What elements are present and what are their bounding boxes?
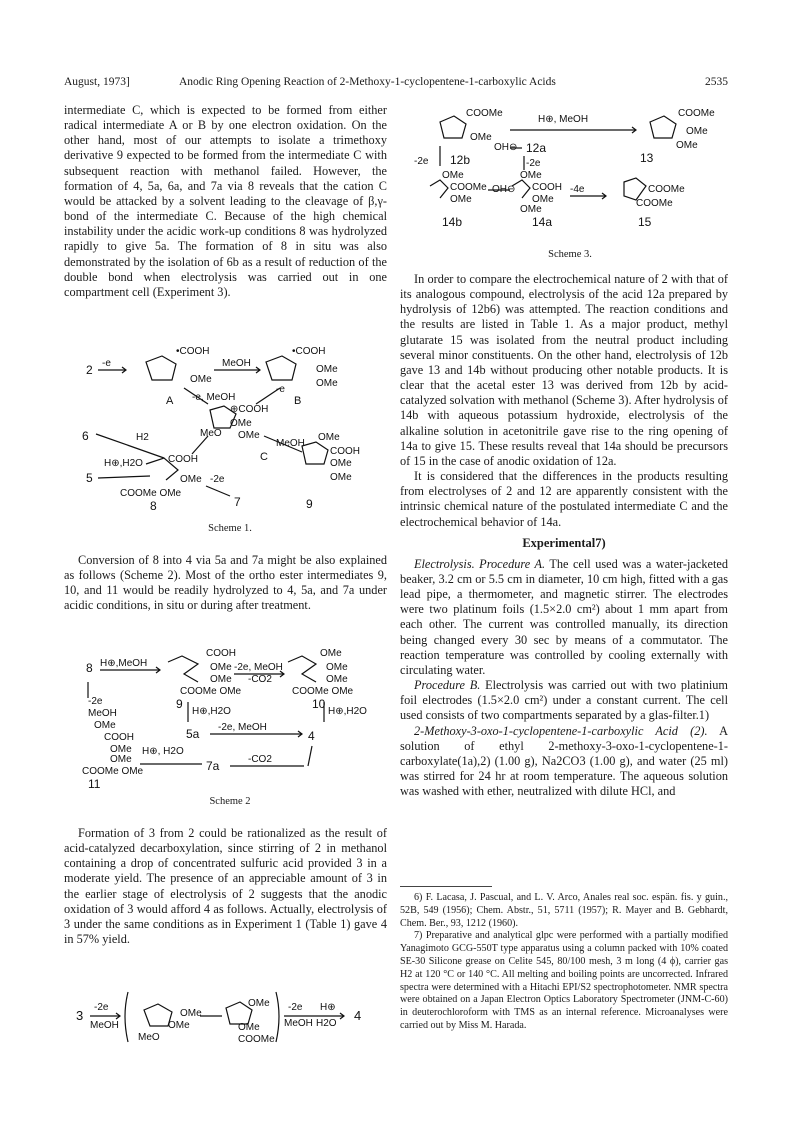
s2-label-co2-7a: -CO2 xyxy=(248,754,272,765)
left-paragraph-1: intermediate C, which is expected to be formed from either radical intermediate A or B by one electron oxidation. On the other hand, most of our attempts to isolate a trimethoxy derivative 9 expected to be formed from the intermediate C with subsequent reaction with methanol failed. However, the formation of 4, 5a, 6a, and 7a via 8 reveals that the cation C would be attacked by a solvent leading to the cleavage of β,γ-bond of the intermediate C. Because of the high chemical instability under the acidic work-up conditions 8 was hydrolyzed rapidly to give 5a. The formation of 8 in situ was also demonstrated by the isolation of 6b as a result of reduction of the double bond when electrolysis was carried out in one compartment cell (Experiment 3). xyxy=(64,103,387,299)
s3-label-ome-14a: OMe xyxy=(520,170,542,181)
compound-2-label: 2-Methoxy-3-oxo-1-cyclopentene-1-carboxylic Acid (2). xyxy=(414,723,708,738)
b-label-h2o: H2O xyxy=(316,1018,337,1029)
s2-label-coome-ome: COOMe OMe xyxy=(180,686,242,697)
procedure-b-label: Procedure B. xyxy=(414,678,481,693)
left-column-bottom xyxy=(64,826,387,947)
s2-label-ome-a: OMe xyxy=(210,662,232,673)
s2-label-ome-10b: OMe xyxy=(326,662,348,673)
s2-label-ome-10a: OMe xyxy=(320,648,342,659)
s2-label-ome-b: OMe xyxy=(210,674,232,685)
header-title: Anodic Ring Opening Reaction of 2-Methoxy-1-cyclopentene-1-carboxylic Acids xyxy=(179,76,556,88)
s1-label-h-h2o: H⊕,H2O xyxy=(104,458,143,469)
s1-label-6: 6 xyxy=(82,429,89,443)
s2-label-ome-10c: OMe xyxy=(326,674,348,685)
s2-label-ome-11b: OMe xyxy=(110,744,132,755)
s1-label-ome-9c: OMe xyxy=(330,472,352,483)
footnotes xyxy=(400,892,728,1033)
s2-label-4: 4 xyxy=(308,729,315,743)
s3-chain-14b xyxy=(430,180,448,198)
s1-arrow-7 xyxy=(96,434,164,458)
scheme-3-to-4 xyxy=(72,986,372,1048)
s2-label-ome-11: OMe xyxy=(94,720,116,731)
s1-label-A: A xyxy=(166,395,174,407)
s2-label-10: 10 xyxy=(312,697,326,711)
procedure-a-text: The cell used was a water-jacketed beaker, 3.2 cm or 5.5 cm in diameter, 10 cm high, fitted with a gas lead pipe, a thermometer, and magnetic stirrer. The electrodes were two platinum foils (1.5×2.0 cm²) about 1 mm apart from each other. The current was controlled manually, its direction being changed every 30 sec by means of a commutator. The reaction temperature was controlled by cooling externally with circulating water. xyxy=(400,556,728,677)
s3-label-14b: 14b xyxy=(442,215,463,229)
left-column-middle xyxy=(64,553,387,614)
s3-label-oh: OH⊖ xyxy=(494,142,518,153)
s2-label-h-h2o-11: H⊕, H2O xyxy=(142,746,184,757)
b-label-coome: COOMe xyxy=(238,1034,275,1045)
scheme-2-drawing xyxy=(80,642,380,792)
b-label-3: 3 xyxy=(76,1008,84,1023)
experimental-heading: Experimental7) xyxy=(522,535,606,550)
s1-label-ome-9b: OMe xyxy=(330,458,352,469)
b-label-minus-2e-2: -2e xyxy=(288,1002,303,1013)
s3-label-ome-14b: OMe xyxy=(442,170,464,181)
s2-label-h-h2o-10: H⊕,H2O xyxy=(328,706,367,717)
s1-label-e-meoh: -e, MeOH xyxy=(192,392,236,403)
s2-label-co2: -CO2 xyxy=(248,674,272,685)
page-number: 2535 xyxy=(705,76,728,88)
s2-label-cooh: COOH xyxy=(206,648,236,659)
s1-label-cooh-a: •COOH xyxy=(176,346,210,357)
s2-label-ome-11c: OMe xyxy=(110,754,132,765)
s2-label-h-meoh: H⊕,MeOH xyxy=(100,658,148,669)
s2-chain-10 xyxy=(288,656,316,682)
s2-label-5a: 5a xyxy=(186,727,200,741)
b-label-meo: MeO xyxy=(138,1032,160,1043)
s1-label-meoh-2: MeOH xyxy=(276,438,305,449)
s1-label-7: 7 xyxy=(234,495,241,509)
s2-label-meoh: MeOH xyxy=(88,708,117,719)
s1-arrow-8 xyxy=(98,476,150,478)
scheme-1-drawing xyxy=(80,340,380,512)
s3-label-minus-4e: -4e xyxy=(570,184,585,195)
s1-label-cooh-c: ⊕COOH xyxy=(230,404,269,415)
s1-label-ome-c2: OMe xyxy=(238,430,260,441)
s1-arrow-9 xyxy=(206,486,230,496)
s3-ring-12b xyxy=(440,116,466,138)
procedure-a-label: Electrolysis. Procedure A. xyxy=(414,556,546,571)
s2-arrow-9 xyxy=(308,746,312,766)
right-column-text xyxy=(400,272,728,799)
b-label-ome-4: OMe xyxy=(238,1022,260,1033)
scheme-3-to-4-drawing xyxy=(72,986,372,1048)
s1-label-8: 8 xyxy=(150,499,157,512)
scheme-3-caption: Scheme 3. xyxy=(548,249,592,260)
s1-label-e-b: -e xyxy=(276,384,285,395)
scheme-3-drawing xyxy=(410,100,728,230)
s2-label-h-h2o-9: H⊕,H2O xyxy=(192,706,231,717)
s1-label-9: 9 xyxy=(306,497,313,511)
compound-2-text: A solution of ethyl 2-methoxy-3-oxo-1-cyclopentene-1-carboxylate(1a),2) (1.00 g), Na2CO3 (1.00 g), and water (25 ml) was stirred for 24 hr at room temperature. The aqueous solution was washed with ether, neutralized with dilute HCl, and xyxy=(400,723,728,799)
s2-label-8: 8 xyxy=(86,661,93,675)
s2-label-9: 9 xyxy=(176,697,183,711)
s2-label-minus-2e: -2e xyxy=(88,696,103,707)
b-label-ome-2: OMe xyxy=(168,1020,190,1031)
s1-label-B: B xyxy=(294,395,302,407)
s1-ring-9 xyxy=(302,442,328,464)
left-column-top xyxy=(64,103,387,300)
s3-label-cooh-14a: COOH xyxy=(532,182,562,193)
s3-label-coome-15b: COOMe xyxy=(636,198,673,209)
s1-label-cooh-b: •COOH xyxy=(292,346,326,357)
s1-label-ome-b2: OMe xyxy=(316,378,338,389)
procedure-b-text: Electrolysis was carried out with two platinium foil electrodes (1.5×2.0 cm²) under a constant current. The cell used consists of two compartments separated by a glas-filter.1) xyxy=(400,678,728,723)
right-paragraph-2: It is considered that the differences in the products resulting from electrolyses of 2 and 12 are apparently consistent with the intrinsic chemical nature of the postulated intermediate C and the electrochemical behavior of 14a. xyxy=(400,469,728,529)
s1-ring-A xyxy=(146,356,176,380)
s3-ring-13 xyxy=(650,116,676,138)
s3-label-coome-15: COOMe xyxy=(648,184,685,195)
b-label-h: H⊕ xyxy=(320,1002,336,1013)
b-bracket-left xyxy=(125,992,128,1042)
s3-label-oh-2: OH⊖ xyxy=(492,184,516,195)
s1-arrow-4 xyxy=(256,388,280,404)
footnote-rule xyxy=(400,886,492,887)
s3-label-h-meoh: H⊕, MeOH xyxy=(538,114,589,125)
s1-label-cooh-8: COOH xyxy=(168,454,198,465)
s3-label-coome-12b: COOMe xyxy=(466,108,503,119)
s1-ring-B xyxy=(266,356,296,380)
s3-label-minus-2e: -2e xyxy=(414,156,429,167)
s2-label-2e-meoh: -2e, MeOH xyxy=(234,662,283,673)
s3-ring-15 xyxy=(624,178,646,200)
scheme-2-caption: Scheme 2 xyxy=(209,796,251,807)
s3-label-ome-14a3: OMe xyxy=(520,204,542,215)
s3-label-ome-14a2: OMe xyxy=(532,194,554,205)
right-paragraph-1: In order to compare the electrochemical nature of 2 with that of its analogous compound, electrolysis of the acid 12a prepared by hydrolysis of 12b6) was attempted. The reaction conditions and the results are listed in Table 1. As a major product, methyl glutarate 15 was isolated from the neutral product including several minor constituents. On the other hand, electrolysis of 12b gave 13 and 14b without producing other notable products. It is clear that the acetal ester 13 was derived from 12b by acid-catalyzed solvation with methanol (Scheme 3). After hydrolysis of 14b with aqueous potassium hydroxide, electrolysis of the alkaline solution in acetonitrile gave rise to the ring opening of 14a to give 15. These results reveal that 14a should be precursors of 15 in the case of anodic oxidation of 12a. xyxy=(400,272,728,468)
scheme-1 xyxy=(80,340,380,512)
s1-label-meo-c: MeO xyxy=(200,428,222,439)
b-label-meoh: MeOH xyxy=(90,1020,119,1031)
s3-label-15: 15 xyxy=(638,215,652,229)
scheme-1-caption: Scheme 1. xyxy=(208,523,252,534)
s3-label-ome-13b: OMe xyxy=(676,140,698,151)
s1-label-cooh-9: COOH xyxy=(330,446,360,457)
s2-label-coome-ome-10: COOMe OMe xyxy=(292,686,354,697)
s1-label-h2: H2 xyxy=(136,432,149,443)
footnote-7: 7) Preparative and analytical glpc were performed with a partially modified Yanagimoto GCG-550T type apparatus using a column packed with 10% coated SE-30 Silicone grease on Celite 545, 80/100 mesh, 3 m long (4 ϕ), carrier gas H2 at 120 °C or 140 °C. All melting and boiling points are uncorrected. Infrared spectra were determined with a Hitachi EPI/S2 spectrophotometer. NMR spectra were obtained on a Japan Electron Optics Laboratory Spectrometer (JNM-C-60) in deuterochloroform with TMS as an internal reference. Microanalyses were carried out by Miss M. Harada. xyxy=(400,930,728,1031)
b-label-ome-1: OMe xyxy=(180,1008,202,1019)
footnote-6: 6) F. Lacasa, J. Pascual, and L. V. Arco, Anales real soc. espän. fis. y guin., 52B, 549 (1956); Chem. Abstr., 51, 5711 (1957); R. Mayer and B. Gebhardt, Chem. Ber., 93, 1212 (1960). xyxy=(400,892,728,929)
s3-label-13: 13 xyxy=(640,151,654,165)
s3-label-coome-13: COOMe xyxy=(678,108,715,119)
s1-label-ome-a: OMe xyxy=(190,374,212,385)
s1-label-ome-c1: OMe xyxy=(230,418,252,429)
s1-label-C: C xyxy=(260,451,268,463)
s1-label-ome-9: OMe xyxy=(318,432,340,443)
s3-label-ome-14b2: OMe xyxy=(450,194,472,205)
b-bracket-right xyxy=(276,992,279,1042)
running-header xyxy=(64,76,728,92)
s1-label-coome: COOMe OMe xyxy=(120,488,182,499)
s3-label-12b: 12b xyxy=(450,153,471,167)
scheme-3 xyxy=(410,100,728,230)
s3-label-ome-13a: OMe xyxy=(686,126,708,137)
s1-label-minus-2e: -2e xyxy=(210,474,225,485)
b-label-minus-2e: -2e xyxy=(94,1002,109,1013)
scheme-2 xyxy=(80,642,380,792)
s3-label-12a: 12a xyxy=(526,141,547,155)
s1-label-minus-e: -e xyxy=(102,358,111,369)
s2-chain-9 xyxy=(168,656,198,682)
b-label-ome-3: OMe xyxy=(248,998,270,1009)
s3-label-minus-2e-b: -2e xyxy=(526,158,541,169)
s2-label-2e-meoh-5a: -2e, MeOH xyxy=(218,722,267,733)
s2-label-11: 11 xyxy=(88,777,101,791)
s1-label-2: 2 xyxy=(86,363,93,377)
s3-label-14a: 14a xyxy=(532,215,553,229)
b-label-4: 4 xyxy=(354,1008,362,1023)
s2-label-cooh-11: COOH xyxy=(104,732,134,743)
header-date: August, 1973] xyxy=(64,76,130,88)
s1-label-5: 5 xyxy=(86,471,93,485)
left-paragraph-2: Conversion of 8 into 4 via 5a and 7a might be also explained as follows (Scheme 2). Most of the ortho ester intermediates 9, 10, and 11 would be readily hydrolyzed to 4, 5a, and 7a under acidic conditions, in situ or during after treatment. xyxy=(64,553,387,613)
s3-label-ome-12b: OMe xyxy=(470,132,492,143)
left-paragraph-3: Formation of 3 from 2 could be rationalized as the result of acid-catalyzed decarboxylation, since stirring of 2 in methanol containing a drop of concentrated sulfuric acid provided 3 in a moderate yield. The presence of an appreciable amount of 3 in the earlier stage of electrolysis of 2 suggests that the anodic oxidation of 3 would afford 4 as follows. Actually, electrolysis of 3 under the same conditions as in Experiment 1 (Table 1) gave 4 in 57% yield. xyxy=(64,826,387,947)
s2-label-coome-11: COOMe OMe xyxy=(82,766,144,777)
s1-label-ome-8: OMe xyxy=(180,474,202,485)
s2-label-7a: 7a xyxy=(206,759,220,773)
b-label-meoh-2: MeOH xyxy=(284,1018,313,1029)
s1-label-meoh: MeOH xyxy=(222,358,251,369)
s1-label-ome-b1: OMe xyxy=(316,364,338,375)
s3-label-coome-14b: COOMe xyxy=(450,182,487,193)
